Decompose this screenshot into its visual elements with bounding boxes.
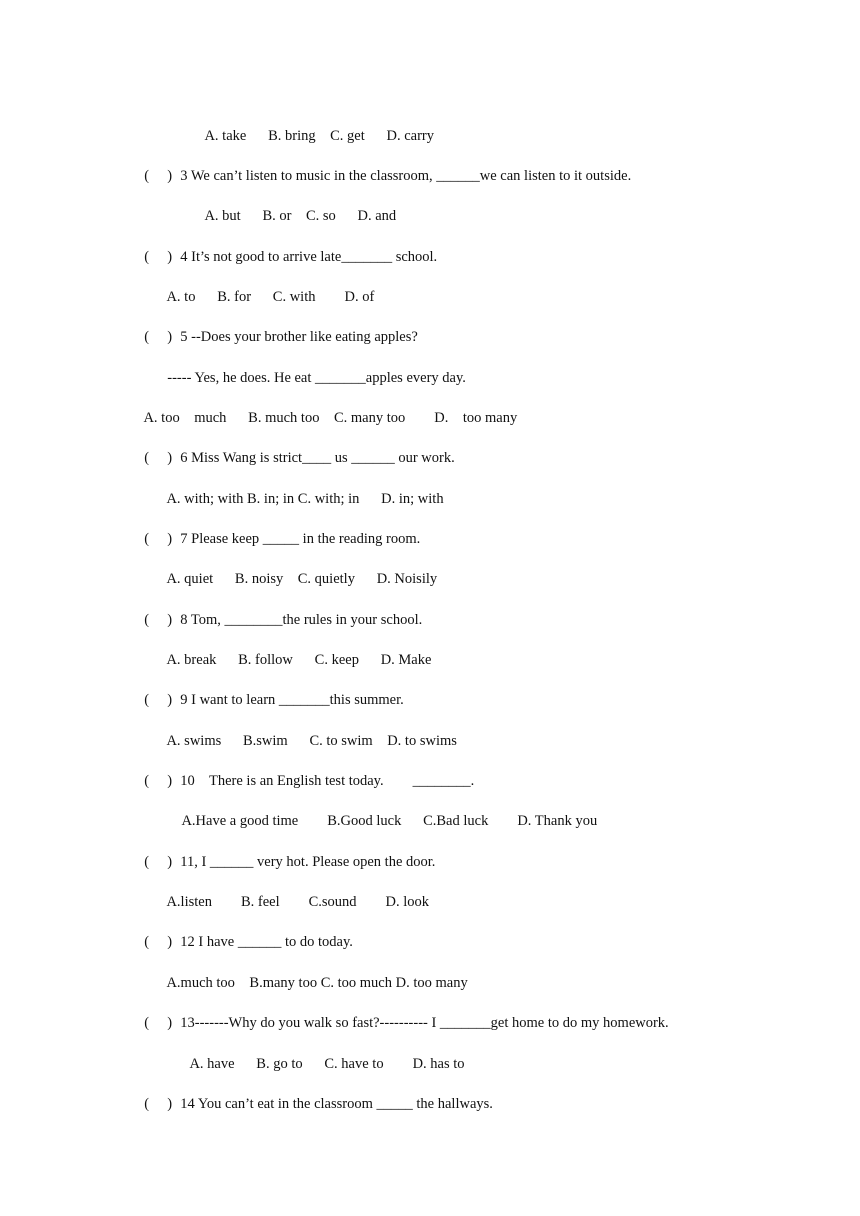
option-line-2: A. take B. bring C. get D. carry — [204, 128, 434, 144]
option-line-10: A.Have a good time B.Good luck C.Bad luck D. Thank you — [181, 813, 598, 829]
question-text: 7 Please keep _____ in the reading room. — [180, 531, 421, 547]
question-7 — [137, 512, 420, 548]
question-5-response: ----- Yes, he does. He eat _______apples every day. — [167, 370, 466, 386]
answer-blank[interactable]: ( ) — [144, 934, 173, 950]
answer-blank[interactable]: ( ) — [144, 612, 173, 628]
question-text: 13-------Why do you walk so fast?---------- I _______get home to do my homework. — [180, 1015, 669, 1031]
answer-blank[interactable]: ( ) — [144, 450, 173, 466]
question-text: 11, I ______ very hot. Please open the door. — [180, 854, 436, 870]
option-line-13: A. have B. go to C. have to D. has to — [189, 1056, 465, 1072]
answer-blank[interactable]: ( ) — [144, 531, 173, 547]
option-line-6: A. with; with B. in; in C. with; in D. in; with — [166, 491, 444, 507]
question-text: 4 It’s not good to arrive late_______ school. — [180, 249, 438, 265]
question-13 — [137, 996, 669, 1032]
question-text: 12 I have ______ to do today. — [180, 934, 353, 950]
question-14 — [137, 1077, 493, 1113]
answer-blank[interactable]: ( ) — [144, 854, 173, 870]
question-10 — [137, 754, 474, 790]
option-line-11: A.listen B. feel C.sound D. look — [166, 894, 430, 910]
answer-blank[interactable]: ( ) — [144, 1015, 173, 1031]
question-text: 6 Miss Wang is strict____ us ______ our work. — [180, 450, 455, 466]
option-line-9: A. swims B.swim C. to swim D. to swims — [166, 733, 457, 749]
question-12 — [137, 915, 353, 951]
option-line-5: A. too much B. much too C. many too D. too many — [143, 410, 518, 426]
question-text: 8 Tom, ________the rules in your school. — [180, 612, 423, 628]
answer-blank[interactable]: ( ) — [144, 1096, 173, 1112]
question-9 — [137, 673, 404, 709]
question-5 — [137, 310, 418, 346]
answer-blank[interactable]: ( ) — [144, 329, 173, 345]
answer-blank[interactable]: ( ) — [144, 773, 173, 789]
question-text: 5 --Does your brother like eating apples? — [180, 329, 418, 345]
option-line-3: A. but B. or C. so D. and — [204, 208, 397, 224]
question-text: 3 We can’t listen to music in the classroom, ______we can listen to it outside. — [180, 168, 632, 184]
option-line-12: A.much too B.many too C. too much D. too many — [166, 975, 468, 991]
answer-blank[interactable]: ( ) — [144, 168, 173, 184]
question-4 — [137, 230, 437, 266]
option-line-7: A. quiet B. noisy C. quietly D. Noisily — [166, 571, 438, 587]
question-text: 10 There is an English test today. ________. — [180, 773, 475, 789]
question-11 — [137, 835, 435, 871]
question-text: 14 You can’t eat in the classroom _____ the hallways. — [180, 1096, 493, 1112]
question-3 — [137, 149, 631, 185]
question-6 — [137, 431, 455, 467]
question-text: 9 I want to learn _______this summer. — [180, 692, 404, 708]
answer-blank[interactable]: ( ) — [144, 692, 173, 708]
option-line-8: A. break B. follow C. keep D. Make — [166, 652, 432, 668]
option-line-4: A. to B. for C. with D. of — [166, 289, 375, 305]
answer-blank[interactable]: ( ) — [144, 249, 173, 265]
question-8 — [137, 593, 422, 629]
